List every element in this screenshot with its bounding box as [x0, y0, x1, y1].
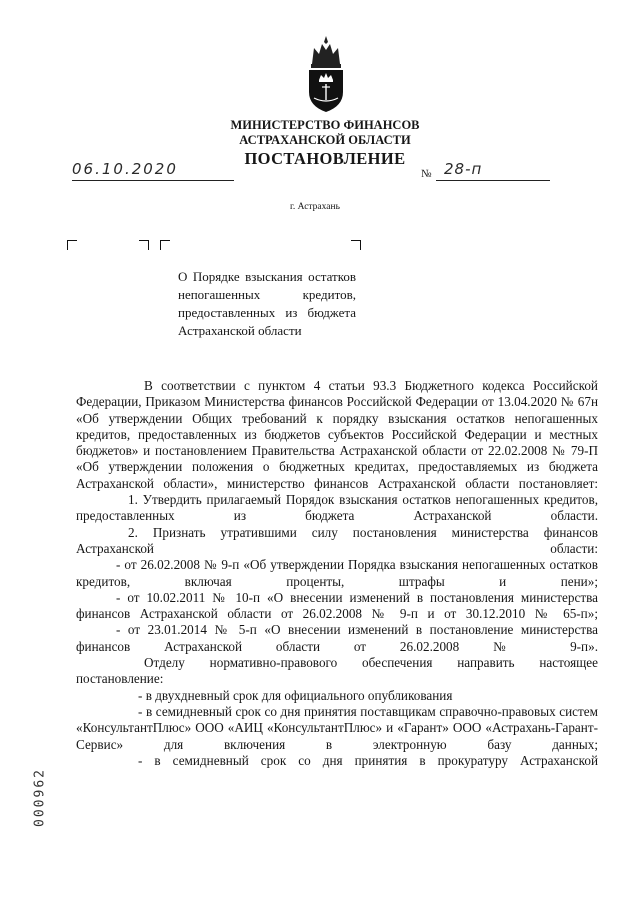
corner-mark-top-right-2 — [351, 240, 361, 250]
stamp-number: 000962 — [32, 768, 48, 827]
document-type-title: ПОСТАНОВЛЕНИЕ — [244, 149, 406, 168]
document-subject: О Порядке взыскания остатков непогашенных кредитов, предоставленных из бюджета Астраханской области — [178, 269, 356, 338]
corner-mark-top-left — [67, 240, 77, 250]
paragraph-repeal-1: - от 26.02.2008 № 9-п «Об утверждении Порядка взыскания непогашенных остатков кредитов, включая проценты, штрафы и пени»; — [76, 557, 598, 589]
ministry-name-line2: АСТРАХАНСКОЙ ОБЛАСТИ — [239, 133, 411, 147]
city-label: г. Астрахань — [290, 202, 340, 212]
corner-mark-top-right-1 — [139, 240, 149, 250]
paragraph-item-3: Отделу нормативно-правового обеспечения направить настоящее постановление: — [76, 655, 598, 687]
paragraph-send-3: - в семидневный срок со дня принятия в прокуратуру Астраханской — [138, 752, 598, 768]
document-body — [76, 378, 598, 769]
number-field — [436, 160, 550, 181]
paragraph-item-1: 1. Утвердить прилагаемый Порядок взыскания остатков непогашенных кредитов, предоставленных из бюджета Астраханской области. — [76, 492, 598, 524]
paragraph-send-1: - в двухдневный срок для официального опубликования — [138, 687, 453, 703]
paragraph-preamble: В соответствии с пунктом 4 статьи 93.3 Бюджетного кодекса Российской Федерации, Приказом Министерства финансов Российской Федерации от 13.04.2020 № 67н «Об утверждении Общих требований к порядку взыскания остатков непогашенных кредитов, предоставленных из бюджетов субъектов Российской Федерации и местных бюджетов» и постановлением Правительства Астраханской области от 22.02.2008 № 79-П «Об утверждении положения о бюджетных кредитах, предоставляемых из бюджета Астраханской области», министерство финансов Астраханской области постановляет: — [76, 378, 598, 491]
date-field — [72, 160, 234, 181]
ministry-name-line1: МИНИСТЕРСТВО ФИНАНСОВ — [230, 118, 420, 132]
coat-of-arms-emblem — [300, 34, 352, 114]
corner-mark-top-left-2 — [160, 240, 170, 250]
number-label: № — [421, 168, 432, 180]
paragraph-repeal-2: - от 10.02.2011 № 10-п «О внесении изменений в постановления министерства финансов Астраханской области от 26.02.2008 № 9-п и от 30.12.2010 № 65-п»; — [76, 589, 598, 622]
date-handwritten: 06.10.2020 — [72, 160, 178, 178]
number-handwritten: 28-п — [444, 160, 483, 178]
paragraph-send-2: - в семидневный срок со дня принятия поставщикам справочно-правовых систем «КонсультантПлюс» ООО «АИЦ «КонсультантПлюс» и «Гарант» ООО «Астрахань-Гарант-Сервис» для включения в электронную базу данных; — [76, 703, 598, 752]
registration-stamp — [30, 770, 50, 830]
paragraph-item-2: 2. Признать утратившими силу постановления министерства финансов Астраханской области: — [76, 524, 598, 556]
paragraph-repeal-3: - от 23.01.2014 № 5-п «О внесении изменений в постановление министерства финансов Астраханской области от 26.02.2008 № 9-п». — [76, 622, 598, 654]
